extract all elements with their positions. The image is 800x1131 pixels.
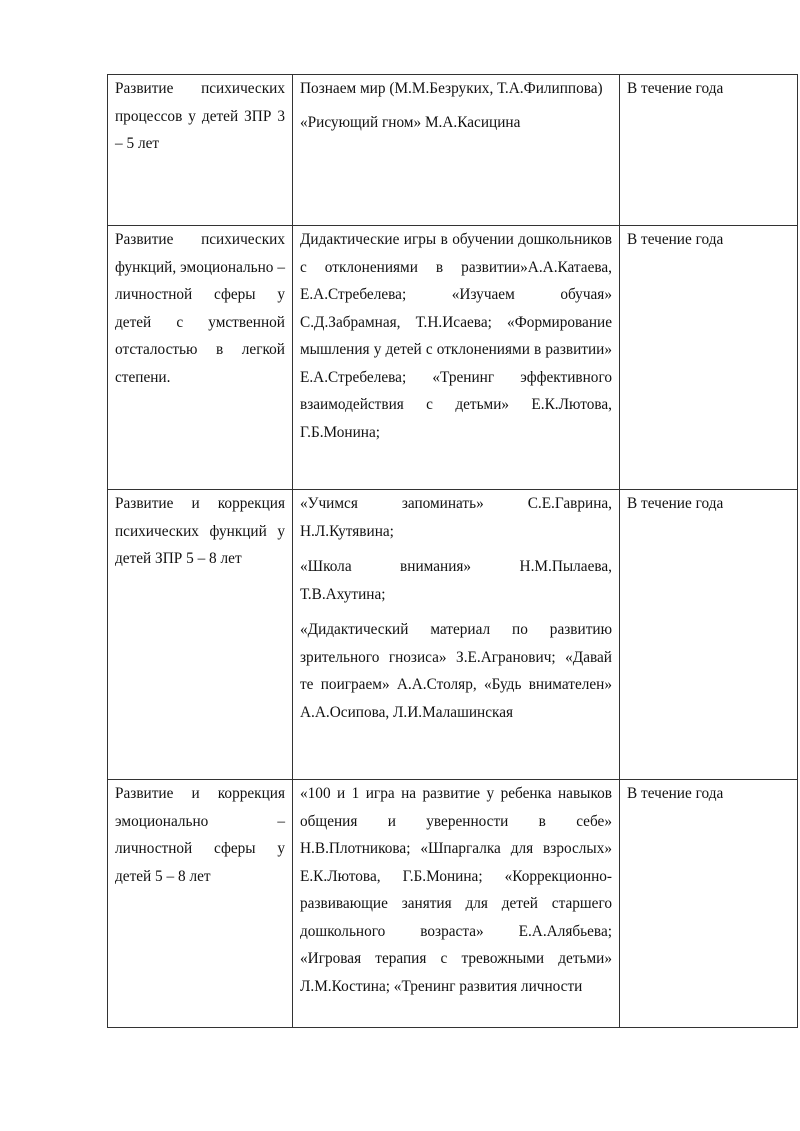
literature-item: Дидактические игры в обучении дошкольников с отклонениями в развитии»А.А.Катаева, Е.А.Стребелева; «Изучаем обучая» С.Д.Забрамная, Т.Н.Исаева; «Формирование мышления у детей с отклонениями в развитии» Е.А.Стребелева; «Тренинг эффективного взаимодействия с детьми» Е.К.Лютова, Г.Б.Монина; xyxy=(300,231,612,441)
direction-text: Развитие и коррекция эмоционально – личностной сферы у детей 5 – 8 лет xyxy=(115,785,285,885)
period-cell xyxy=(620,75,798,226)
direction-text: Развитие и коррекция психических функций у детей ЗПР 5 – 8 лет xyxy=(115,495,285,567)
literature-cell xyxy=(293,75,620,226)
direction-cell xyxy=(108,226,293,490)
direction-cell xyxy=(108,780,293,1028)
literature-cell xyxy=(293,780,620,1028)
period-text: В течение года xyxy=(627,495,724,512)
direction-cell xyxy=(108,75,293,226)
table-row xyxy=(108,490,798,780)
period-cell xyxy=(620,780,798,1028)
table-row xyxy=(108,226,798,490)
period-text: В течение года xyxy=(627,231,724,248)
literature-item: «Рисующий гном» М.А.Касицина xyxy=(300,113,521,131)
period-cell xyxy=(620,226,798,490)
direction-cell xyxy=(108,490,293,780)
literature-item: «100 и 1 игра на развитие у ребенка навыков общения и уверенности в себе» Н.В.Плотникова; «Шпаргалка для взрослых» Е.К.Лютова, Г.Б.Монина; «Коррекционно-развивающие занятия для детей старшего дошкольного возраста» Е.А.Алябьева; «Игровая терапия с тревожными детьми» Л.М.Костина; «Тренинг развития личности xyxy=(300,785,612,995)
direction-text: Развитие психических функций, эмоционально – личностной сферы у детей с умственной отсталостью в легкой степени. xyxy=(115,231,285,386)
literature-item: «Дидактический материал по развитию зрительного гнозиса» З.Е.Агранович; «Давай те поиграем» А.А.Столяр, «Будь внимателен» А.А.Осипова, Л.И.Малашинская xyxy=(300,621,612,721)
period-cell xyxy=(620,490,798,780)
table-row xyxy=(108,780,798,1028)
literature-cell xyxy=(293,226,620,490)
literature-item: «Учимся запоминать» С.Е.Гаврина, Н.Л.Кутявина; xyxy=(300,495,612,540)
literature-cell xyxy=(293,490,620,780)
direction-text: Развитие психических процессов у детей ЗПР 3 – 5 лет xyxy=(115,80,285,152)
literature-item: «Школа внимания» Н.М.Пылаева, Т.В.Ахутина; xyxy=(300,558,612,603)
period-text: В течение года xyxy=(627,80,724,97)
table-row xyxy=(108,75,798,226)
literature-item: Познаем мир (М.М.Безруких, Т.А.Филиппова) xyxy=(300,80,603,97)
program-table xyxy=(107,74,798,1028)
period-text: В течение года xyxy=(627,785,724,802)
